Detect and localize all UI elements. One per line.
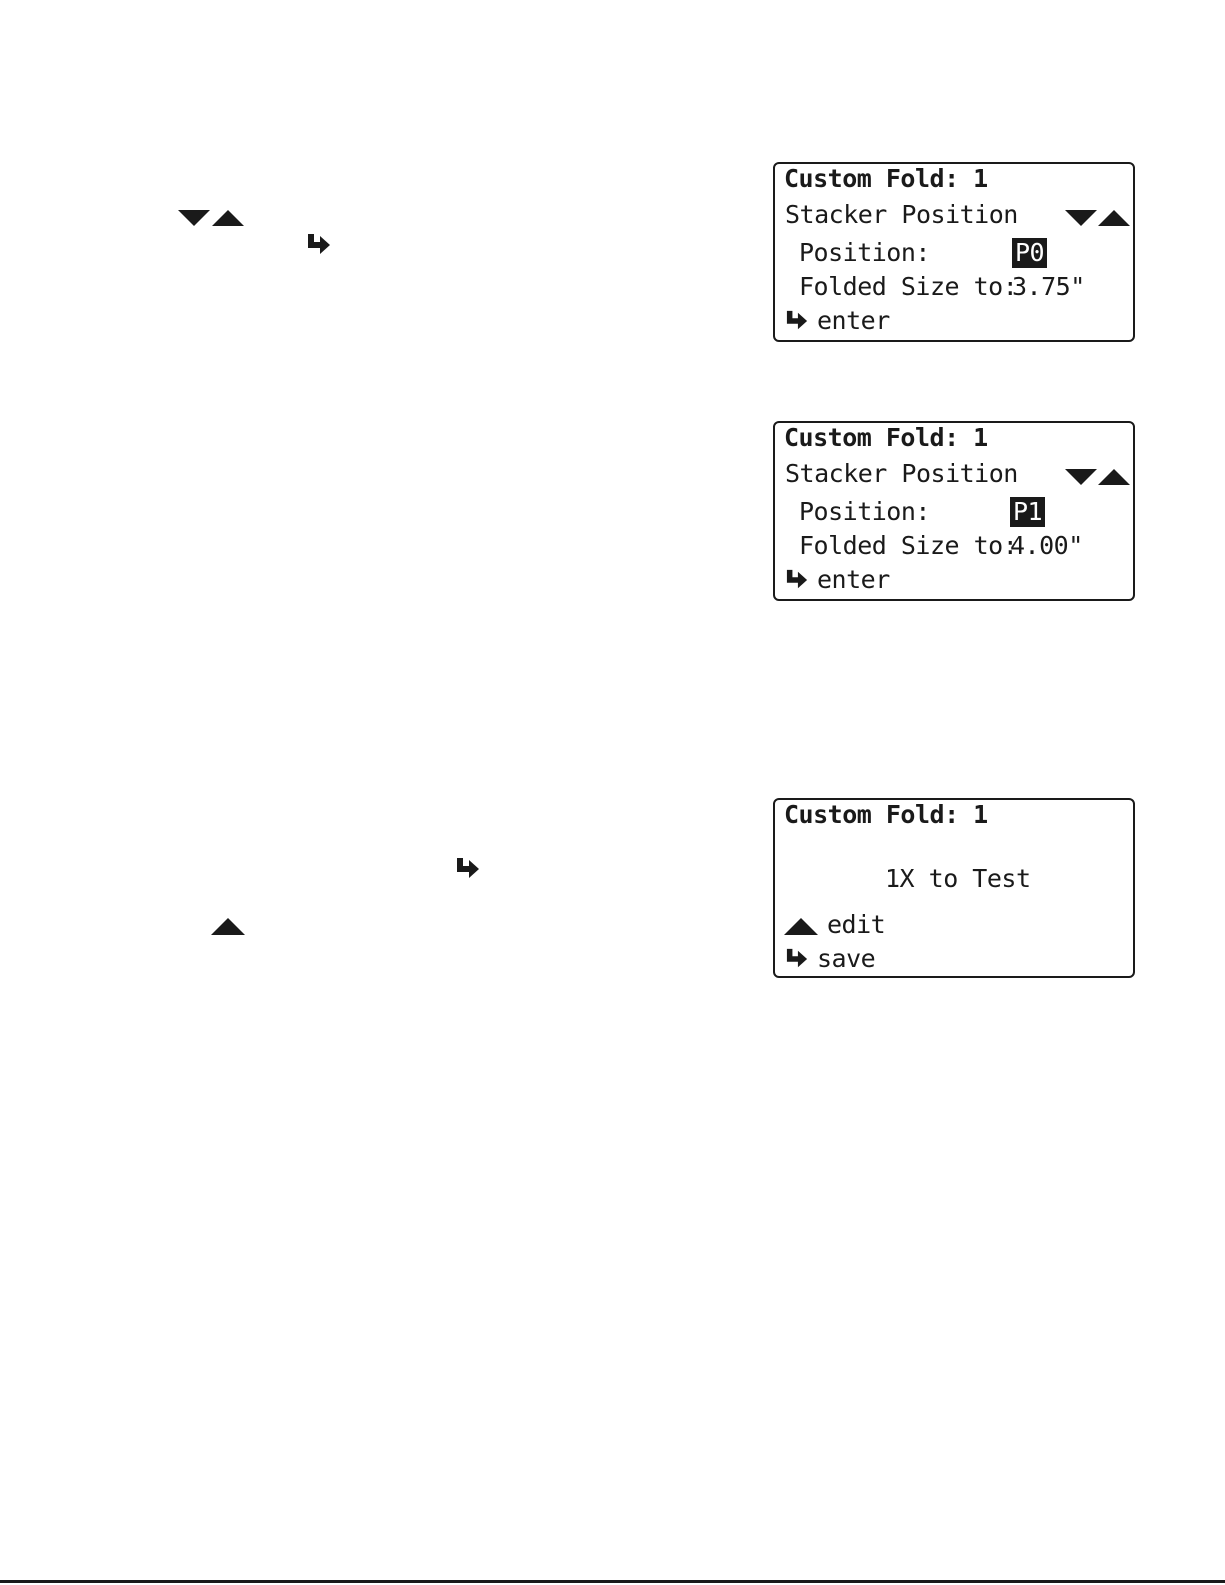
position-value-selected[interactable]: P1 — [1010, 497, 1045, 527]
down-up-arrows-icon — [178, 208, 246, 228]
down-up-arrows-icon — [1065, 208, 1131, 228]
page-bottom-rule — [0, 1580, 1225, 1583]
lcd-screen-test — [773, 798, 1135, 978]
lcd-screen-position-p0 — [773, 162, 1135, 342]
enter-arrow-icon — [306, 233, 332, 257]
screen-title: Custom Fold: 1 — [784, 800, 988, 829]
save-label: save — [817, 944, 876, 973]
folded-size-label: Folded Size to: — [799, 272, 1018, 301]
screen-title: Custom Fold: 1 — [784, 164, 988, 193]
enter-arrow-icon — [455, 857, 481, 881]
up-arrow-icon — [211, 918, 245, 936]
enter-arrow-icon — [785, 310, 809, 332]
position-value-selected[interactable]: P0 — [1012, 238, 1047, 268]
enter-arrow-icon — [785, 569, 809, 591]
screen-subtitle: Stacker Position — [785, 459, 1018, 488]
enter-label: enter — [817, 565, 890, 594]
position-label: Position: — [799, 238, 930, 267]
up-arrow-icon — [784, 918, 818, 936]
down-up-arrows-icon — [1065, 467, 1131, 487]
enter-arrow-icon — [785, 948, 809, 970]
position-label: Position: — [799, 497, 930, 526]
enter-label: enter — [817, 306, 890, 335]
folded-size-label: Folded Size to: — [799, 531, 1018, 560]
test-message: 1X to Test — [885, 864, 1031, 893]
folded-size-value: 4.00" — [1010, 531, 1083, 560]
edit-label: edit — [827, 910, 886, 939]
folded-size-value: 3.75" — [1012, 272, 1085, 301]
lcd-screen-position-p1 — [773, 421, 1135, 601]
screen-title: Custom Fold: 1 — [784, 423, 988, 452]
screen-subtitle: Stacker Position — [785, 200, 1018, 229]
